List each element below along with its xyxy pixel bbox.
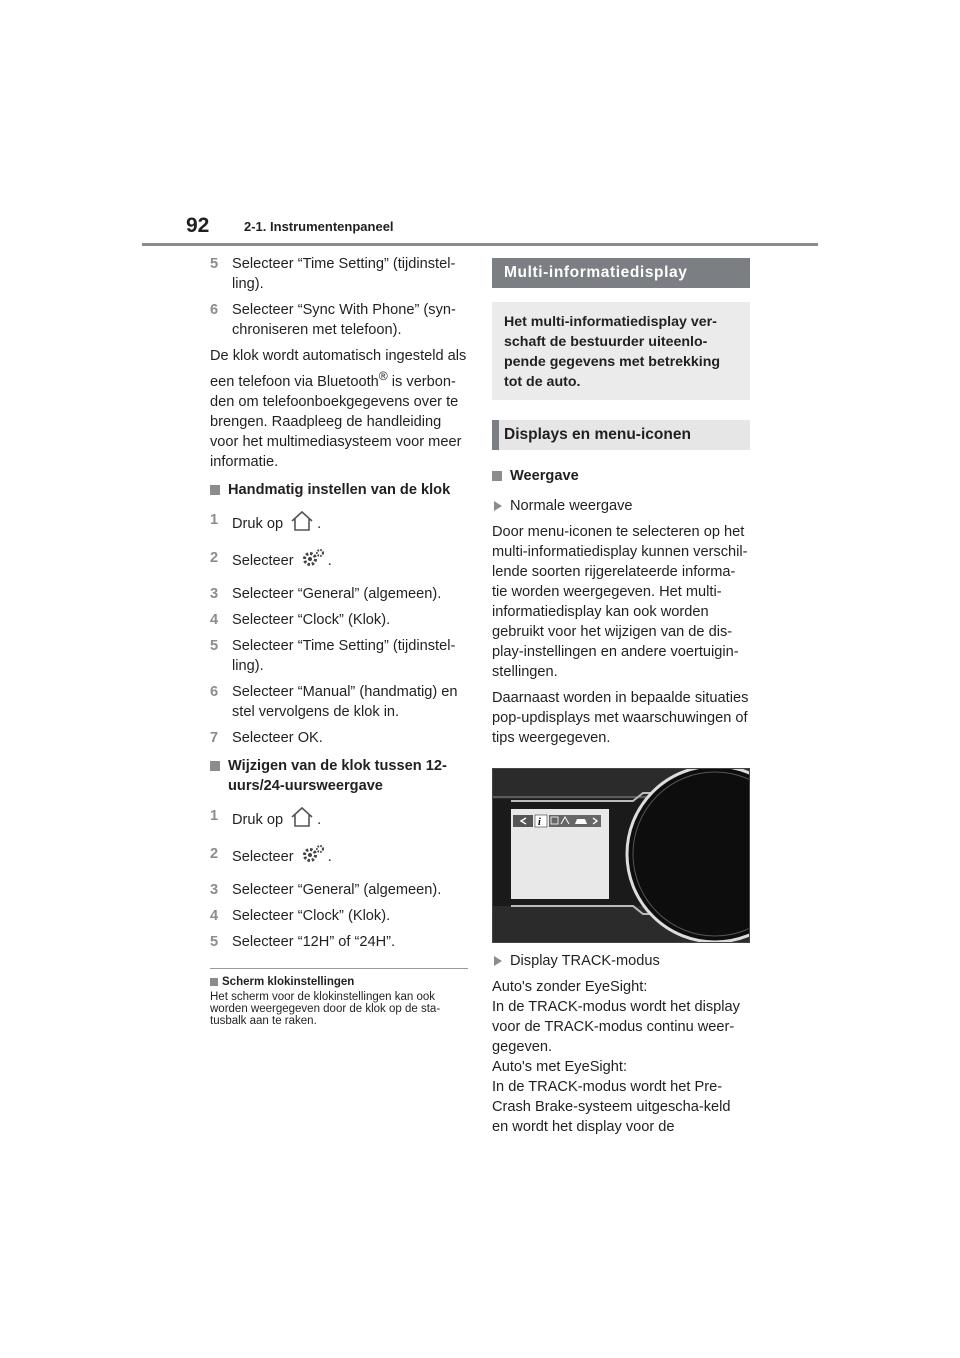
registered-mark: ® [378, 369, 388, 383]
triangle-bullet-icon [494, 956, 502, 966]
step-item [210, 682, 468, 722]
step-item [210, 300, 468, 340]
info-icon: i [538, 817, 541, 828]
step-number: 5 [210, 256, 219, 272]
right-column [492, 258, 750, 1137]
step-text: Selecteer [232, 552, 294, 569]
heading-text: Wijzigen van de klok tussen 12-uurs/24-uursweergave [228, 757, 447, 794]
step-text: Selecteer “Time Setting” (tijdinstel-ling). [232, 256, 456, 292]
track-line: Auto's met EyeSight: [492, 1059, 628, 1075]
track-line: In de TRACK-modus wordt het display voor de TRACK-modus continu weer-gegeven. [492, 999, 740, 1055]
step-item [210, 728, 468, 748]
settings-gear-icon [301, 548, 325, 574]
step-number: 1 [210, 511, 219, 528]
step-text: Selecteer “General” (algemeen). [232, 585, 442, 602]
step-text: Druk op [232, 811, 284, 828]
car-icon [575, 819, 587, 824]
step-number: 1 [210, 807, 219, 824]
square-bullet-icon [492, 471, 502, 481]
step-item [210, 636, 468, 676]
menu-paragraph: Door menu-iconen te selecteren op het multi-informatiedisplay kunnen verschil-lende soorten rijgerelateerde informa-tie worden weergegeven. Het multi-informatiedisplay kan ook worden gebruikt voor het wijzigen van de dis-play-instellingen en andere voertuigin-stellingen. [492, 524, 748, 680]
section-banner: Multi-informatiedisplay [492, 258, 750, 288]
step-item [210, 806, 468, 834]
step-text: Selecteer “Time Setting” (tijdinstel-ling). [232, 637, 456, 674]
square-bullet-icon [210, 485, 220, 495]
step-text: . [327, 848, 332, 865]
home-icon [290, 806, 314, 834]
step-item [210, 584, 468, 604]
heading-text: Handmatig instellen van de klok [228, 481, 451, 498]
step-number: 3 [210, 585, 219, 602]
note-divider [210, 968, 468, 969]
step-text: Selecteer OK. [232, 729, 323, 746]
multi-info-display-illustration [492, 768, 750, 943]
subsection-banner: Displays en menu-iconen [492, 420, 750, 450]
step-number: 6 [210, 302, 219, 318]
step-item [210, 510, 468, 538]
square-bullet-icon [210, 761, 220, 771]
step-item [210, 844, 468, 870]
step-item [210, 548, 468, 574]
step-text: . [327, 552, 332, 569]
square-bullet-icon [210, 978, 218, 986]
popup-paragraph: Daarnaast worden in bepaalde situaties pop-updisplays met waarschuwingen of tips weergegeven. [492, 690, 749, 746]
step-text: Selecteer [232, 848, 294, 865]
settings-gear-icon [301, 844, 325, 870]
step-text: . [317, 811, 322, 828]
step-text: Selecteer “Clock” (Klok). [232, 907, 391, 924]
step-number: 6 [210, 683, 219, 700]
paragraph-text: is verbon-den om telefoonboekgegevens over te brengen. Raadpleeg de handleiding voor het multimediasysteem voor meer informatie. [210, 373, 462, 470]
step-number: 5 [210, 637, 219, 654]
display-drawing [493, 769, 749, 942]
note-text: Het scherm voor de klokinstellingen kan ook worden weergegeven door de klok op de sta-tusbalk aan te raken. [210, 990, 441, 1027]
heading-text: Scherm klokinstellingen [222, 975, 355, 988]
step-number: 2 [210, 549, 219, 566]
step-text: Selecteer “Clock” (Klok). [232, 611, 391, 628]
step-number: 4 [210, 611, 219, 628]
header-divider [142, 243, 818, 246]
track-description [492, 977, 750, 1137]
step-item [210, 610, 468, 630]
step-item [210, 932, 468, 952]
step-text: Selecteer “General” (algemeen). [232, 881, 442, 898]
track-line: Auto's zonder EyeSight: [492, 979, 648, 995]
paragraph-text: De klok wordt automatisch ingesteld als een telefoon via Bluetooth [210, 348, 467, 390]
list-item-text: Normale weergave [510, 498, 633, 514]
step-item [210, 906, 468, 926]
step-number: 2 [210, 845, 219, 862]
heading-weergave [492, 466, 750, 486]
step-number: 4 [210, 907, 219, 924]
step-number: 7 [210, 729, 219, 746]
heading-manual-clock [210, 480, 468, 500]
section-title: 2-1. Instrumentenpaneel [244, 219, 394, 234]
step-text: . [317, 515, 322, 532]
list-item [492, 496, 750, 516]
step-item [210, 254, 468, 294]
list-item-text: Display TRACK-modus [510, 953, 660, 969]
step-text: Selecteer “12H” of “24H”. [232, 933, 396, 950]
step-text: Selecteer “Sync With Phone” (syn-chroniseren met telefoon). [232, 302, 456, 338]
page-header [0, 0, 960, 250]
heading-switch-format [210, 756, 468, 796]
page-number: 92 [186, 214, 210, 237]
step-number: 5 [210, 933, 219, 950]
note-heading [210, 975, 468, 989]
home-icon [290, 510, 314, 538]
step-number: 3 [210, 881, 219, 898]
bluetooth-paragraph [210, 346, 468, 472]
heading-text: Weergave [510, 468, 579, 484]
step-item [210, 880, 468, 900]
track-line: In de TRACK-modus wordt het Pre-Crash Brake-systeem uitgescha-keld en wordt het display voor de [492, 1079, 731, 1135]
list-item [492, 951, 750, 971]
step-text: Selecteer “Manual” (handmatig) en stel vervolgens de klok in. [232, 683, 458, 720]
step-text: Druk op [232, 515, 284, 532]
triangle-bullet-icon [494, 501, 502, 511]
intro-box: Het multi-informatiedisplay ver-schaft de bestuurder uiteenlo-pende gegevens met betrekking tot de auto. [492, 302, 750, 400]
left-column [210, 254, 468, 1027]
